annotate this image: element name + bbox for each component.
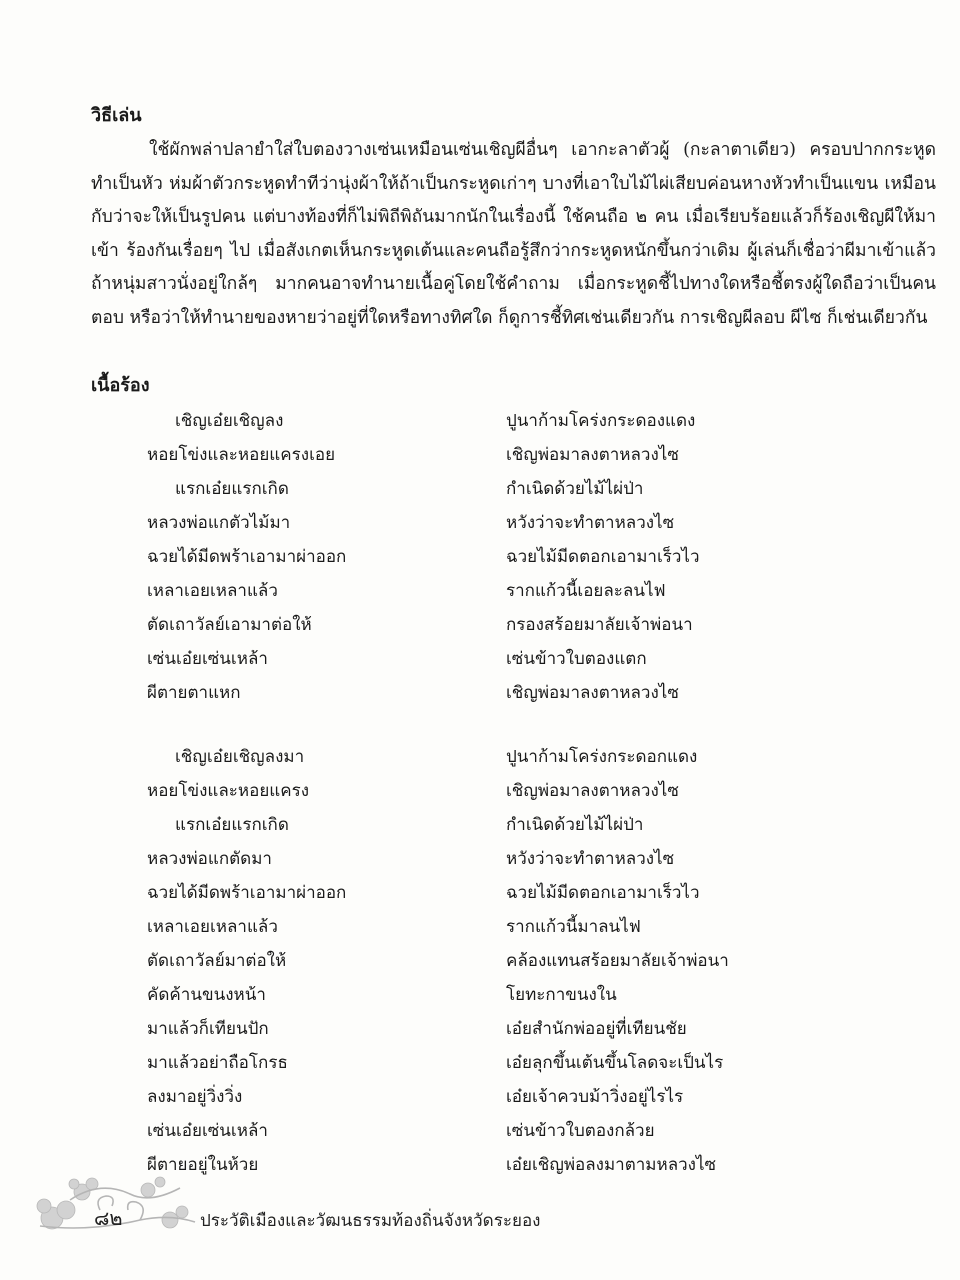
lyric-left-line: เหลาเอยเหลาแล้ว <box>147 581 278 601</box>
lyric-right-line: คล้องแทนสร้อยมาลัยเจ้าพ่อนา <box>506 951 729 971</box>
lyric-right-line: กำเนิดด้วยไม้ไผ่ป่า <box>506 479 644 499</box>
lyric-left-line: มาแล้วก็เทียนปัก <box>147 1019 269 1039</box>
lyric-left-line: ตัดเถาวัลย์มาต่อให้ <box>147 951 287 971</box>
lyric-left-line: คัดค้านขนงหน้า <box>147 985 266 1005</box>
lyric-right-line: ปูนาก้ามโคร่งกระดอกแดง <box>506 747 698 767</box>
section-title: วิธีเล่น <box>91 105 142 126</box>
lyric-right-line: หวังว่าจะทำตาหลวงไซ <box>506 513 675 533</box>
lyric-right-line: เอ๋ยลุกขึ้นเต้นขึ้นโลดจะเป็นไร <box>506 1053 724 1073</box>
lyric-left-line: หลวงพ่อแกตัวไม้มา <box>147 513 291 533</box>
lyric-right-line: หวังว่าจะทำตาหลวงไซ <box>506 849 675 869</box>
lyric-left-line: แรกเอ๋ยแรกเกิด <box>175 479 289 499</box>
lyric-right-line: ฉวยไม้มีดตอกเอามาเร็วไว <box>506 883 700 903</box>
lyric-right-line: เอ๋ยสำนักพ่ออยู่ที่เทียนชัย <box>506 1019 687 1039</box>
lyric-left-line: เชิญเอ๋ยเชิญลง <box>175 411 284 431</box>
lyric-left-line: หอยโข่งและหอยแครง <box>147 781 310 801</box>
lyric-right-line: ฉวยไม้มีดตอกเอามาเร็วไว <box>506 547 700 567</box>
lyric-right-line: กำเนิดด้วยไม้ไผ่ป่า <box>506 815 644 835</box>
lyric-right-line: เซ่นข้าวใบตองแตก <box>506 649 647 669</box>
lyric-right-line: เชิญพ่อมาลงตาหลวงไซ <box>506 683 679 703</box>
lyric-right-line: กรองสร้อยมาลัยเจ้าพ่อนา <box>506 615 693 635</box>
lyric-left-line: หลวงพ่อแกตัดมา <box>147 849 272 869</box>
lyric-right-line: เอ๋ยเชิญพ่อลงมาตามหลวงไซ <box>506 1155 717 1175</box>
book-title: ประวัติเมืองและวัฒนธรรมท้องถิ่นจังหวัดระยอง <box>200 1211 541 1231</box>
lyric-left-line: หอยโข่งและหอยแครงเอย <box>147 445 336 465</box>
lyric-left-line: ฉวยได้มีดพร้าเอามาผ่าออก <box>147 547 347 567</box>
lyric-left-line: ฉวยได้มีดพร้าเอามาผ่าออก <box>147 883 347 903</box>
lyric-left-line: เซ่นเอ๋ยเซ่นเหล้า <box>147 1121 268 1141</box>
page-number: ๘๒ <box>94 1206 123 1230</box>
page-footer <box>0 1170 960 1260</box>
lyric-left-line: เชิญเอ๋ยเชิญลงมา <box>175 747 305 767</box>
method-paragraph: ใช้ผักพล่าปลายำใส่ใบตองวางเซ่นเหมือนเซ่นเชิญผีอื่นๆ เอากะลาตัวผู้ (กะลาตาเดียว) ครอบปากกระหูด ทำเป็นหัว ห่มผ้าตัวกระหูดทำทีว่านุ่งผ้าให้ถ้าเป็นกระหูดเก่าๆ บางที่เอาใบไม้ไผ่เสียบค่อนหางหัวทำเป็นแขน เหมือนกับว่าจะให้เป็นรูปคน แต่บางท้องที่ก็ไม่พิถีพิถันมากนักในเรื่องนี้ ใช้คนถือ ๒ คน เมื่อเรียบร้อยแล้วก็ร้องเชิญผีให้มาเข้า ร้องกันเรื่อยๆ ไป เมื่อสังเกตเห็นกระหูดเต้นและคนถือรู้สึกว่ากระหูดหนักขึ้นกว่าเดิม ผู้เล่นก็เชื่อว่าผีมาเข้าแล้ว ถ้าหนุ่มสาวนั่งอยู่ใกล้ๆ มากคนอาจทำนายเนื้อคู่โดยใช้คำถาม เมื่อกระหูดชี้ไปทางใดหรือชี้ตรงผู้ใดถือว่าเป็นคนตอบ หรือว่าให้ทำนายของหายว่าอยู่ที่ใดหรือทางทิศใด ก็ดูการชี้ทิศเช่นเดียวกัน การเชิญผีลอบ ผีไซ ก็เช่นเดียวกัน <box>91 140 936 328</box>
lyric-left-line: ผีตายอยู่ในห้วย <box>147 1155 259 1175</box>
lyric-left-line: ตัดเถาวัลย์เอามาต่อให้ <box>147 615 312 635</box>
lyric-right-line: เชิญพ่อมาลงตาหลวงไซ <box>506 445 679 465</box>
lyric-left-line: มาแล้วอย่าถือโกรธ <box>147 1053 288 1073</box>
lyric-right-line: รากแก้วนี้มาลนไฟ <box>506 917 641 937</box>
lyric-right-line: โยทะกาขนงใน <box>506 985 617 1005</box>
lyric-right-line: รากแก้วนี้เอยละลนไฟ <box>506 581 666 601</box>
lyric-right-line: เซ่นข้าวใบตองกล้วย <box>506 1121 655 1141</box>
lyric-right-line: เชิญพ่อมาลงตาหลวงไซ <box>506 781 679 801</box>
lyric-left-line: เซ่นเอ๋ยเซ่นเหล้า <box>147 649 268 669</box>
lyric-right-line: เอ๋ยเจ้าควบม้าวิ่งอยู่ไรไร <box>506 1087 684 1107</box>
lyric-left-line: ลงมาอยู่วิ่งวิ่ง <box>147 1087 243 1107</box>
lyric-right-line: ปูนาก้ามโคร่งกระดองแดง <box>506 411 696 431</box>
lyric-left-line: ผีตายตาแหก <box>147 683 241 703</box>
lyric-left-line: เหลาเอยเหลาแล้ว <box>147 917 278 937</box>
lyric-left-line: แรกเอ๋ยแรกเกิด <box>175 815 289 835</box>
lyrics-title: เนื้อร้อง <box>91 375 150 396</box>
